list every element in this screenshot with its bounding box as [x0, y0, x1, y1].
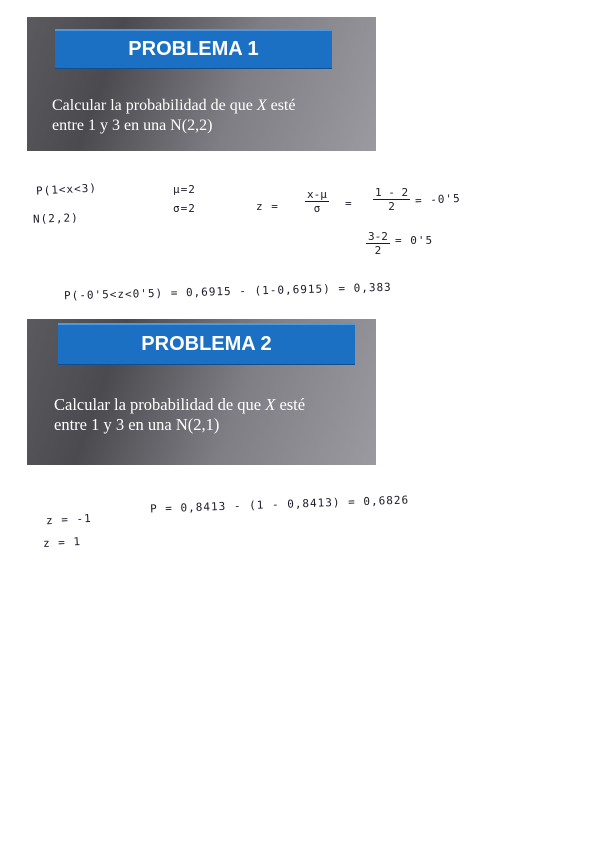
hw-frac1-num: x-μ: [307, 188, 327, 201]
hw-mu: μ=2: [173, 183, 196, 196]
hw-sigma: σ=2: [173, 202, 196, 215]
hw-frac3: [366, 230, 390, 257]
hw-frac1: [305, 188, 329, 215]
hw-frac3-num: 3-2: [368, 230, 388, 243]
hw-frac1-den: σ: [313, 202, 321, 215]
hw-eq1: =: [345, 197, 353, 210]
hw-frac2: [373, 186, 410, 213]
problem1-title: PROBLEMA 1: [55, 29, 332, 69]
problem2-slide: [27, 319, 376, 465]
problem1-slide: [27, 17, 376, 151]
hw-res2: = 0'5: [395, 234, 434, 247]
hw-res1: = -0'5: [414, 191, 462, 208]
hw-final1: P(-0'5<z<0'5) = 0,6915 - (1-0,6915) = 0,383: [63, 280, 392, 303]
problem2-statement-post: esté: [275, 395, 306, 414]
hw-frac2-den: 2: [388, 200, 395, 213]
problem2-title: PROBLEMA 2: [58, 323, 355, 365]
hw-frac2-num: 1 - 2: [375, 186, 409, 199]
problem2-variable: X: [265, 395, 276, 414]
problem2-statement-pre: Calcular la probabilidad de que: [54, 395, 266, 414]
problem2-statement-line2: entre 1 y 3 en una N(2,1): [54, 415, 220, 434]
hw-z2: z = 1: [42, 535, 82, 550]
hw-frac3-den: 2: [374, 244, 382, 257]
problem1-statement-post: esté: [266, 97, 296, 114]
problem1-statement-line2: entre 1 y 3 en una N(2,2): [52, 117, 213, 134]
problem1-variable: X: [256, 97, 267, 114]
problem1-statement: [52, 96, 352, 136]
problem2-statement: [54, 395, 364, 435]
hw-final2: P = 0,8413 - (1 - 0,8413) = 0,6826: [149, 493, 410, 516]
hw-z-eq: z =: [256, 200, 279, 213]
hw-prob-expr: P(1<x<3): [35, 181, 98, 198]
problem1-statement-pre: Calcular la probabilidad de que: [52, 97, 257, 114]
hw-dist: N(2,2): [32, 211, 79, 226]
hw-z1: z = -1: [45, 511, 93, 528]
